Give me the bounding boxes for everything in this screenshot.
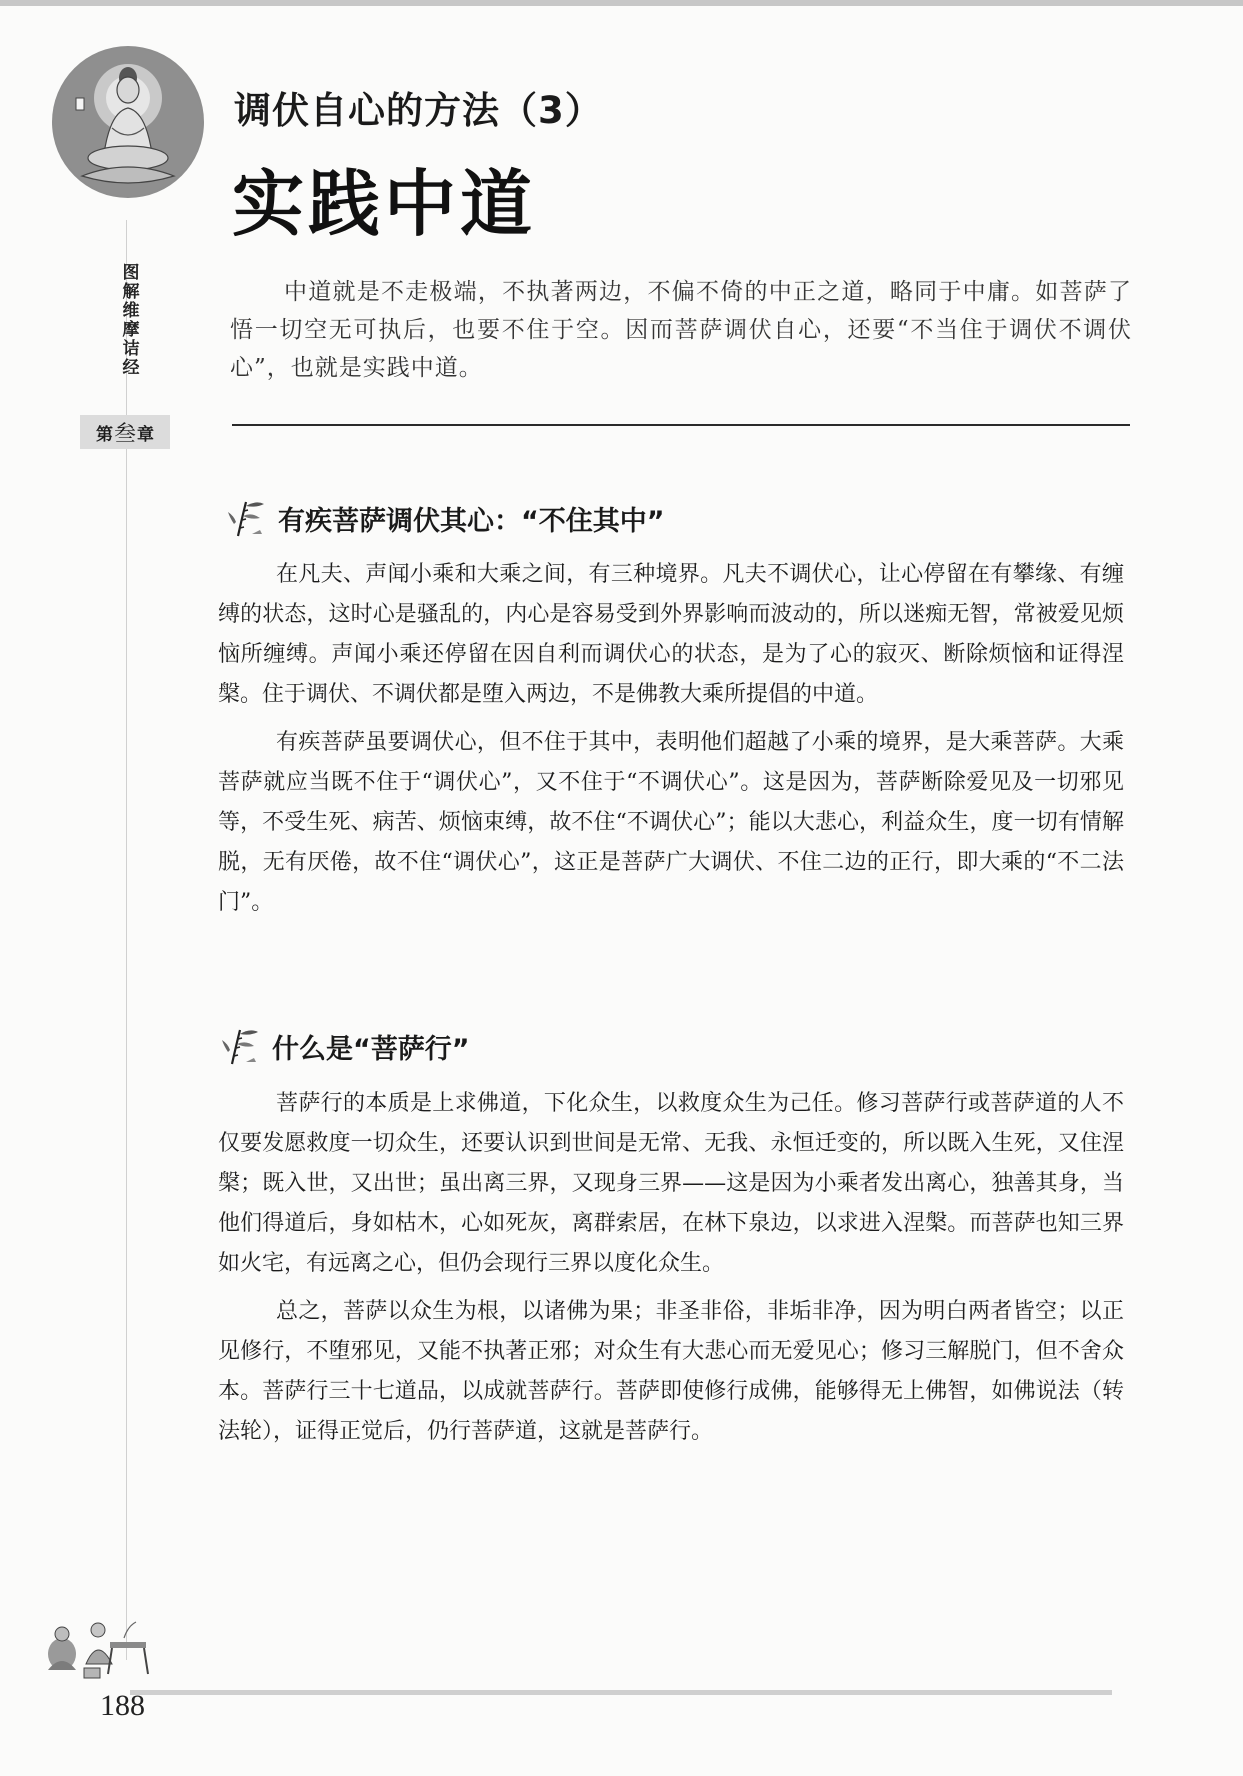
book-title: 图解维摩诘经 (118, 263, 139, 377)
paragraph: 有疾菩萨虽要调伏心，但不住于其中，表明他们超越了小乘的境界，是大乘菩萨。大乘菩萨就应当既不住于“调伏心”，又不住于“不调伏心”。这是因为，菩萨断除爱见及一切邪见等，不受生死、病苦、烦恼束缚，故不住“不调伏心”；能以大悲心，利益众生，度一切有情解脱，无有厌倦，故不住“调伏心”，这正是菩萨广大调伏、不住二边的正行，即大乘的“不二法门”。 (218, 730, 1124, 915)
section-body-1 (218, 555, 1124, 931)
paragraph: 总之，菩萨以众生为根，以诸佛为果；非圣非俗，非垢非净，因为明白两者皆空；以正见修行，不堕邪见，又能不执著正邪；对众生有大悲心而无爱见心；修习三解脱门，但不舍众本。菩萨行三十七道品，以成就菩萨行。菩萨即使修行成佛，能够得无上佛智，如佛说法（转法轮），证得正觉后，仍行菩萨道，这就是菩萨行。 (218, 1299, 1124, 1444)
section-heading-text-1: 有疾菩萨调伏其心：“不住其中” (278, 505, 665, 537)
seated-buddha-icon (52, 46, 204, 198)
page-title: 实践中道 (232, 162, 537, 246)
side-book-tag (98, 240, 158, 400)
intro-paragraph: 中道就是不走极端，不执著两边，不偏不倚的中正之道，略同于中庸。如菩萨了悟一切空无可执后，也要不住于空。因而菩萨调伏自心，还要“不当住于调伏不调伏心”，也就是实践中道。 (230, 279, 1132, 381)
chapter-badge (80, 415, 170, 449)
page-top-border (0, 0, 1243, 6)
paragraph: 在凡夫、声闻小乘和大乘之间，有三种境界。凡夫不调伏心，让心停留在有攀缘、有缠缚的状态，这时心是骚乱的，内心是容易受到外界影响而波动的，所以迷痴无智，常被爱见烦恼所缠缚。声闻小乘还停留在因自利而调伏心的状态，是为了心的寂灭、断除烦恼和证得涅槃。住于调伏、不调伏都是堕入两边，不是佛教大乘所提倡的中道。 (218, 562, 1124, 707)
chapter-prefix: 第 (95, 424, 113, 445)
section-body-2 (218, 1084, 1124, 1460)
section-heading-text-2: 什么是“菩萨行” (272, 1033, 470, 1065)
section-subtitle: 调伏自心的方法（3） (234, 89, 603, 132)
intro-divider (232, 424, 1130, 426)
section-heading-1 (226, 496, 665, 540)
bamboo-icon (226, 496, 270, 540)
bamboo-icon (220, 1024, 264, 1068)
page-number: 188 (100, 1689, 145, 1722)
buddha-medallion-image (52, 46, 204, 198)
scholars-illustration-icon (40, 1612, 152, 1680)
chapter-suffix: 章 (137, 424, 154, 445)
paragraph: 菩萨行的本质是上求佛道，下化众生，以救度众生为己任。修习菩萨行或菩萨道的人不仅要发愿救度一切众生，还要认识到世间是无常、无我、永恒迁变的，所以既入生死，又住涅槃；既入世，又出世；虽出离三界，又现身三界——这是因为小乘者发出离心，独善其身，当他们得道后，身如枯木，心如死灰，离群索居，在林下泉边，以求进入涅槃。而菩萨也知三界如火宅，有远离之心，但仍会现行三界以度化众生。 (218, 1091, 1124, 1276)
chapter-number: 叁 (113, 421, 136, 447)
section-heading-2 (220, 1024, 470, 1068)
footer-rule (130, 1690, 1112, 1695)
